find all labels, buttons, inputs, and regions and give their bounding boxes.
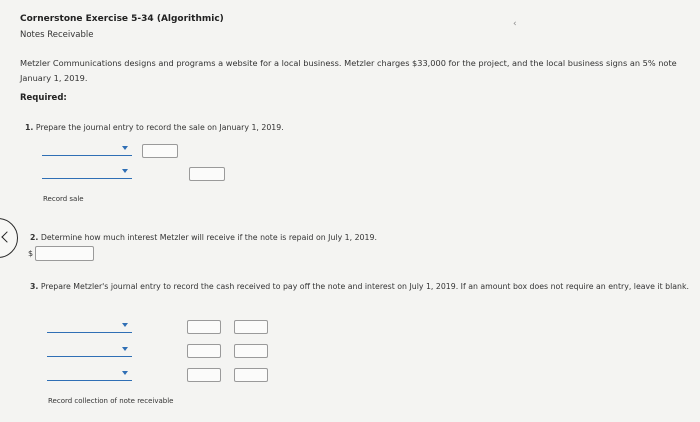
q1-account-select-2[interactable] (42, 166, 132, 179)
currency-symbol: $ (28, 249, 34, 258)
q3-account-select-1[interactable] (47, 320, 132, 333)
question-1 (25, 123, 284, 132)
q3-debit-input-3[interactable] (187, 368, 221, 382)
exercise-subtitle: Notes Receivable (20, 30, 94, 40)
problem-description: Metzler Communications designs and programs a website for a local business. Metzler charges $33,000 for the project, and the local business signs an 5% note January 1, 2019. (20, 58, 677, 83)
required-label: Required: (20, 93, 67, 103)
question-1-text: Prepare the journal entry to record the sale on January 1, 2019. (35, 123, 284, 132)
caret-down-icon (122, 347, 128, 351)
caret-down-icon (122, 169, 128, 173)
q1-debit-input-1[interactable] (142, 144, 178, 158)
question-3-text: Prepare Metzler's journal entry to record the cash received to pay off the note and interest on July 1, 2019. If an amount box does not require an entry, leave it blank. (40, 282, 689, 291)
caret-down-icon (122, 146, 128, 150)
q2-interest-input[interactable] (35, 246, 94, 261)
exercise-title: Cornerstone Exercise 5-34 (Algorithmic) (20, 14, 224, 24)
chevron-left-icon (1, 231, 12, 242)
q1-entry-note: Record sale (43, 195, 84, 203)
q1-credit-input-2[interactable] (189, 167, 225, 181)
question-1-number: 1. (25, 123, 34, 132)
q3-credit-input-1[interactable] (234, 320, 268, 334)
q3-debit-input-1[interactable] (187, 320, 221, 334)
caret-down-icon (122, 323, 128, 327)
previous-nav-button[interactable] (0, 218, 18, 258)
q3-entry-note: Record collection of note receivable (48, 397, 174, 405)
caret-down-icon (122, 371, 128, 375)
q3-credit-input-3[interactable] (234, 368, 268, 382)
question-2 (30, 233, 377, 242)
question-2-text: Determine how much interest Metzler will receive if the note is repaid on July 1, 2019. (40, 233, 377, 242)
q3-credit-input-2[interactable] (234, 344, 268, 358)
q3-debit-input-2[interactable] (187, 344, 221, 358)
question-3 (30, 279, 692, 294)
q3-account-select-2[interactable] (47, 344, 132, 357)
q3-account-select-3[interactable] (47, 368, 132, 381)
question-3-number: 3. (30, 282, 39, 291)
q1-account-select-1[interactable] (42, 143, 132, 156)
cursor-mark-icon: ‹ (513, 19, 517, 29)
question-2-number: 2. (30, 233, 39, 242)
